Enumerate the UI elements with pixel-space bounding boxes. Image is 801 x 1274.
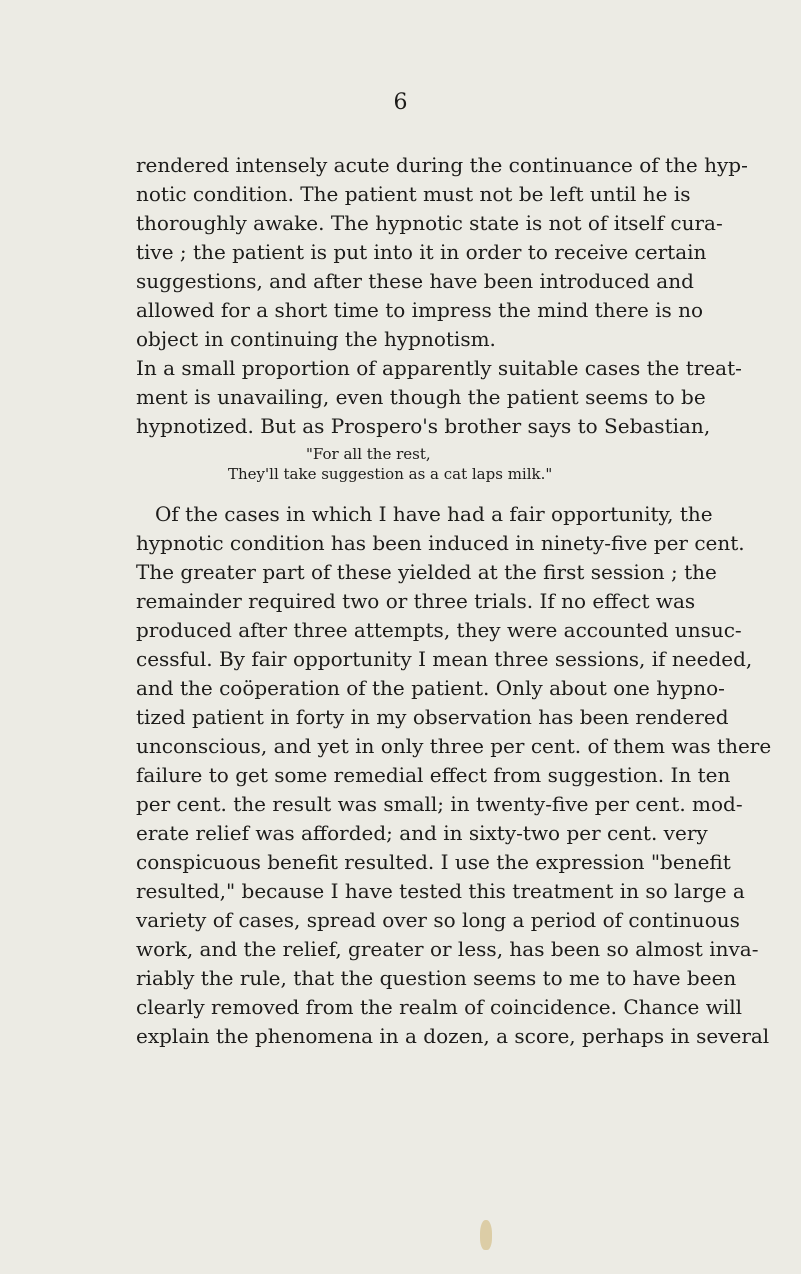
paragraph-2 [136,354,742,441]
block-quote [136,444,684,486]
text-line: Of the cases in which I have had a fair opportunity, the [155,502,713,526]
text-line: work, and the relief, greater or less, has been so almost inva- [136,937,759,961]
text-line: variety of cases, spread over so long a period of continuous [136,908,740,932]
text-line: In a small proportion of apparently suitable cases the treat- [136,356,742,380]
body-text [136,151,772,1051]
quote-line: They'll take suggestion as a cat laps milk." [228,465,553,483]
text-line: resulted," because I have tested this treatment in so large a [136,879,745,903]
text-line: cessful. By fair opportunity I mean three sessions, if needed, [136,647,753,671]
page-number: 6 [393,90,408,115]
text-line: allowed for a short time to impress the mind there is no [136,298,704,322]
text-line: riably the rule, that the question seems to me to have been [136,966,737,990]
text-line: erate relief was afforded; and in sixty-two per cent. very [136,821,708,845]
quote-line: "For all the rest, [306,445,431,463]
text-line: clearly removed from the realm of coincidence. Chance will [136,995,743,1019]
text-line: object in continuing the hypnotism. [136,327,496,351]
text-line: conspicuous benefit resulted. I use the expression "benefit [136,850,731,874]
text-line: The greater part of these yielded at the first session ; the [136,560,717,584]
text-line: unconscious, and yet in only three per cent. of them was there [136,734,772,758]
text-line: failure to get some remedial effect from suggestion. In ten [136,763,731,787]
text-line: thoroughly awake. The hypnotic state is not of itself cura- [136,211,723,235]
text-line: tive ; the patient is put into it in order to receive certain [136,240,707,264]
text-line: tized patient in forty in my observation has been rendered [136,705,729,729]
text-line: remainder required two or three trials. If no effect was [136,589,696,613]
text-line: rendered intensely acute during the continuance of the hyp- [136,153,748,177]
paragraph-3 [136,500,772,1051]
text-line: explain the phenomena in a dozen, a score, perhaps in several [136,1024,770,1048]
text-line: suggestions, and after these have been introduced and [136,269,694,293]
text-line: produced after three attempts, they were accounted unsuc- [136,618,742,642]
text-line: hypnotized. But as Prospero's brother says to Sebastian, [136,414,711,438]
text-line: notic condition. The patient must not be left until he is [136,182,691,206]
paragraph-1 [136,151,748,354]
paper-stain [480,1220,492,1250]
text-line: and the coöperation of the patient. Only about one hypno- [136,676,725,700]
text-line: per cent. the result was small; in twenty-five per cent. mod- [136,792,743,816]
text-line: ment is unavailing, even though the patient seems to be [136,385,706,409]
text-line: hypnotic condition has been induced in ninety-five per cent. [136,531,745,555]
